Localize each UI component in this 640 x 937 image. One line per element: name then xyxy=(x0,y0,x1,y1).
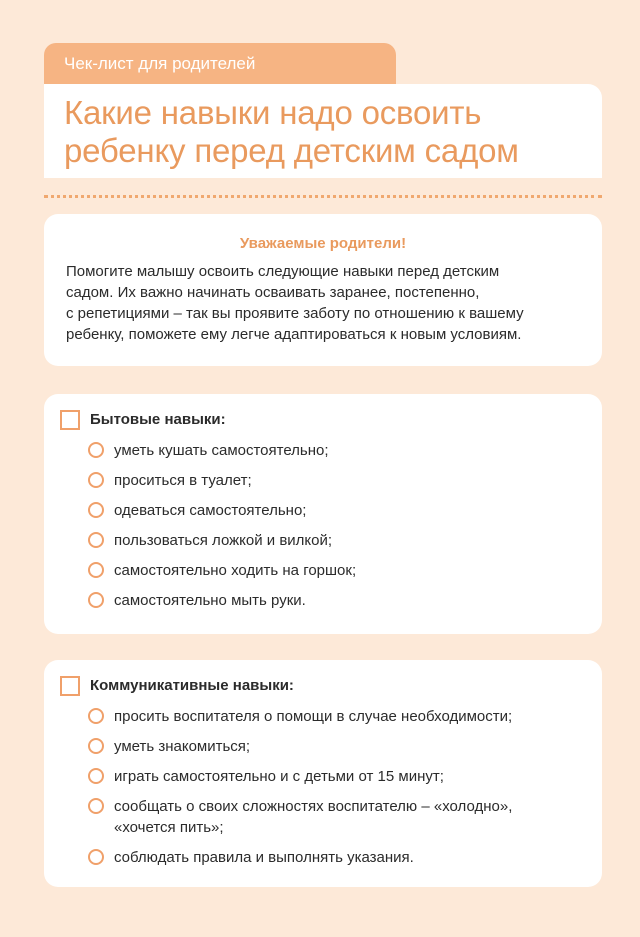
list-item[interactable] xyxy=(88,500,592,530)
radio-circle-icon[interactable] xyxy=(88,472,104,488)
item-text: просить воспитателя о помощи в случае необходимости; xyxy=(114,708,513,725)
section-title: Бытовые навыки: xyxy=(90,411,226,428)
section-checkbox[interactable] xyxy=(60,676,80,696)
section-title: Коммуникативные навыки: xyxy=(90,677,294,694)
item-text: самостоятельно мыть руки. xyxy=(114,592,306,609)
radio-circle-icon[interactable] xyxy=(88,798,104,814)
radio-circle-icon[interactable] xyxy=(88,708,104,724)
list-item[interactable] xyxy=(88,530,592,560)
radio-circle-icon[interactable] xyxy=(88,849,104,865)
item-text: уметь знакомиться; xyxy=(114,738,251,755)
item-text: уметь кушать самостоятельно; xyxy=(114,442,329,459)
radio-circle-icon[interactable] xyxy=(88,738,104,754)
item-text: соблюдать правила и выполнять указания. xyxy=(114,849,414,866)
intro-line: садом. Их важно начинать осваивать заранее, постепенно, xyxy=(66,284,480,301)
page-title-line-2: ребенку перед детским садом xyxy=(64,132,519,169)
item-text: играть самостоятельно и с детьми от 15 минут; xyxy=(114,768,444,785)
list-item[interactable] xyxy=(88,736,592,766)
list-item[interactable] xyxy=(88,796,592,847)
intro-line: с репетициями – так вы проявите заботу по отношению к вашему xyxy=(66,305,524,322)
section-header xyxy=(60,674,294,698)
list-item[interactable] xyxy=(88,560,592,590)
intro-heading: Уважаемые родители! xyxy=(239,235,407,252)
page-title-line-1: Какие навыки надо освоить xyxy=(64,94,482,131)
household-skills-section xyxy=(44,394,602,634)
radio-circle-icon[interactable] xyxy=(88,768,104,784)
radio-circle-icon[interactable] xyxy=(88,592,104,608)
intro-line: ребенку, поможете ему легче адаптироваться к новым условиям. xyxy=(66,326,522,343)
list-item[interactable] xyxy=(88,766,592,796)
item-text: сообщать о своих сложностях воспитателю – «холодно», «хочется пить»; xyxy=(114,798,513,836)
list-item[interactable] xyxy=(88,470,592,500)
section-header xyxy=(60,408,226,432)
dotted-divider xyxy=(44,195,602,198)
item-text: самостоятельно ходить на горшок; xyxy=(114,562,357,579)
checklist-tag: Чек-лист для родителей xyxy=(44,43,396,84)
list-item[interactable] xyxy=(88,590,592,620)
item-text: проситься в туалет; xyxy=(114,472,252,489)
list-item[interactable] xyxy=(88,706,592,736)
item-text: пользоваться ложкой и вилкой; xyxy=(114,532,333,549)
item-text: одеваться самостоятельно; xyxy=(114,502,307,519)
radio-circle-icon[interactable] xyxy=(88,532,104,548)
radio-circle-icon[interactable] xyxy=(88,502,104,518)
skill-list xyxy=(88,706,592,877)
intro-line: Помогите малышу освоить следующие навыки перед детским xyxy=(66,263,500,280)
radio-circle-icon[interactable] xyxy=(88,562,104,578)
section-checkbox[interactable] xyxy=(60,410,80,430)
radio-circle-icon[interactable] xyxy=(88,442,104,458)
intro-card xyxy=(44,214,602,366)
list-item[interactable] xyxy=(88,847,592,877)
list-item[interactable] xyxy=(88,440,592,470)
title-card xyxy=(44,84,602,178)
skill-list xyxy=(88,440,592,620)
communication-skills-section xyxy=(44,660,602,887)
